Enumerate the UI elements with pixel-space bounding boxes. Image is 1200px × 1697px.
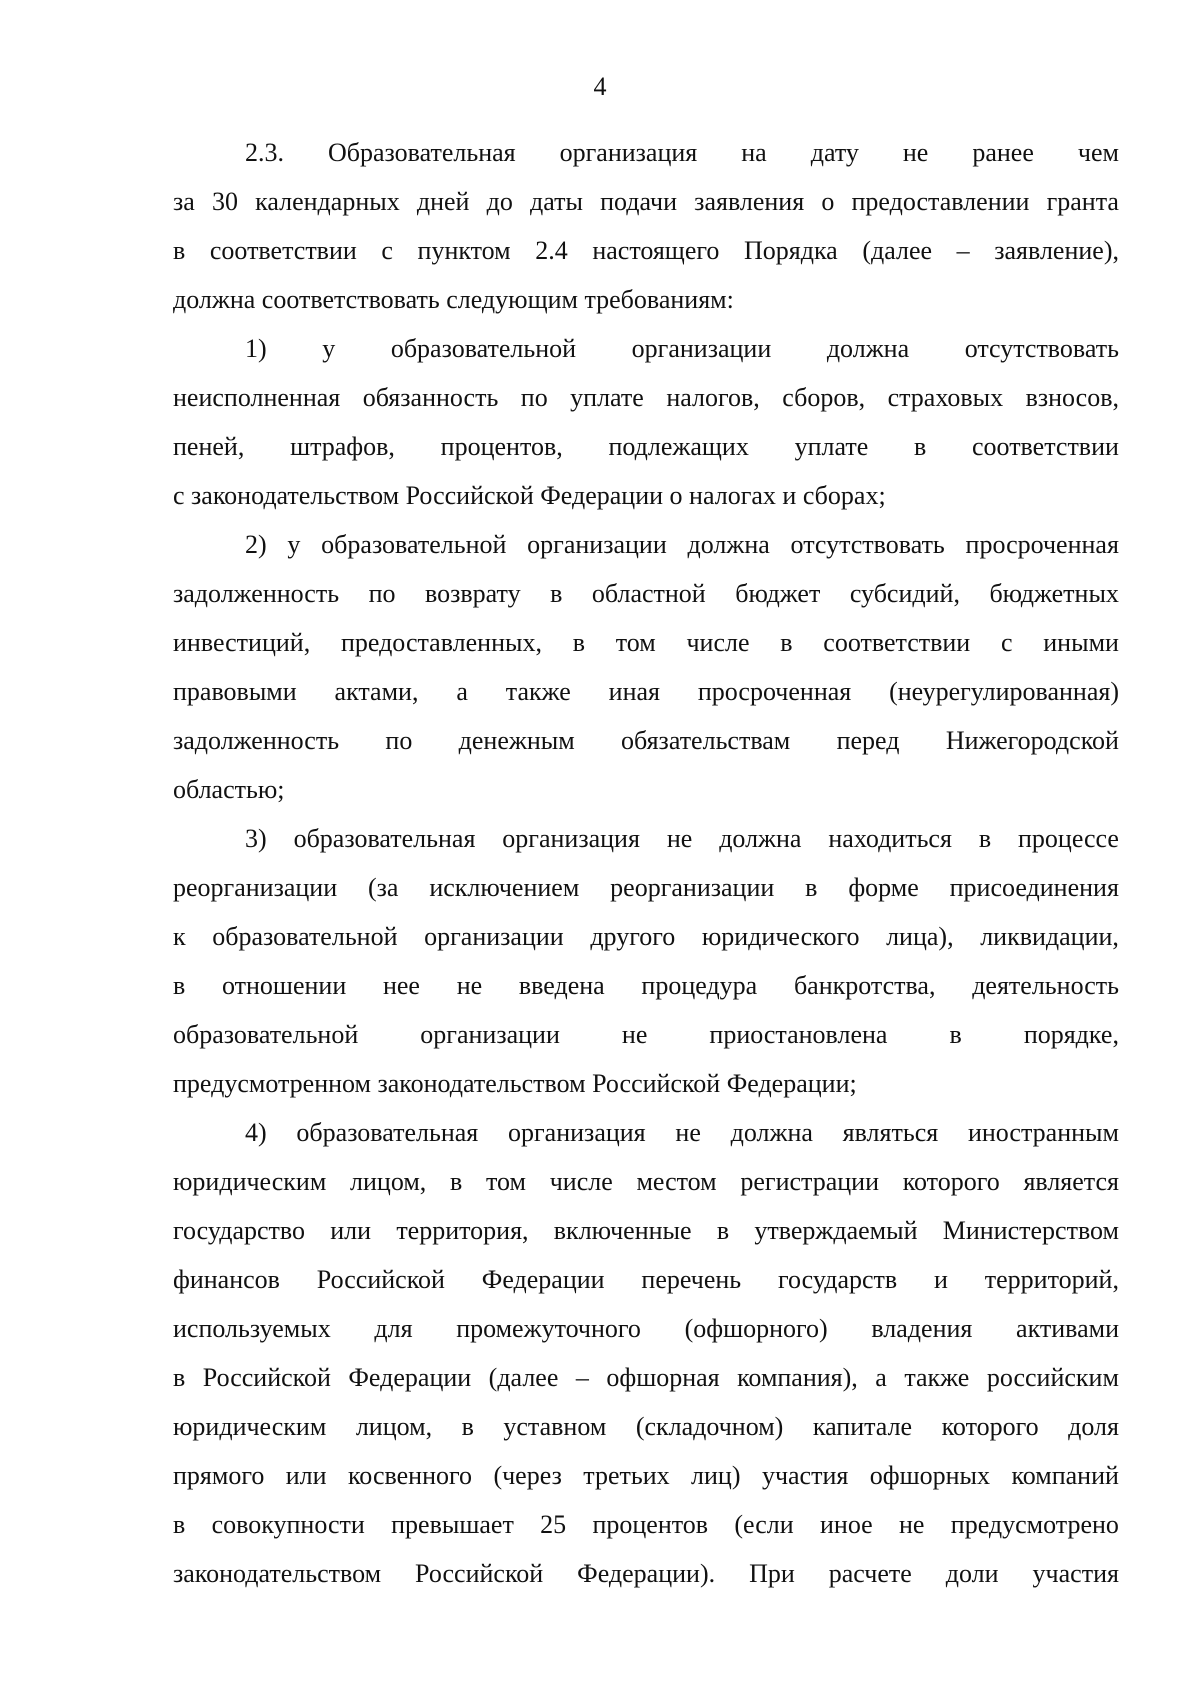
- word: в: [913, 432, 927, 461]
- word: или: [330, 1216, 372, 1245]
- word: При: [749, 1559, 795, 1588]
- word: образовательной: [212, 922, 398, 951]
- word: реорганизации: [173, 873, 338, 902]
- word: в: [461, 1412, 474, 1441]
- word: в: [173, 1363, 186, 1392]
- word: отсутствовать: [964, 334, 1119, 363]
- word: в: [716, 1216, 730, 1245]
- word: юридического: [701, 922, 860, 951]
- word: компания),: [737, 1363, 858, 1392]
- word: налогов,: [666, 383, 760, 412]
- word: к: [173, 922, 186, 951]
- word: не: [899, 1510, 925, 1539]
- word: (через: [493, 1461, 562, 1490]
- word: находиться: [828, 824, 952, 853]
- text-line: [173, 863, 1119, 912]
- word: сборов,: [782, 383, 866, 412]
- word: у: [287, 530, 301, 559]
- word: организации: [527, 530, 667, 559]
- word: порядке,: [1023, 1020, 1119, 1049]
- word: образовательной: [390, 334, 577, 363]
- word: –: [956, 236, 970, 265]
- word: 25: [540, 1510, 567, 1539]
- word: уставном: [503, 1412, 607, 1441]
- word: (офшорного): [684, 1314, 828, 1343]
- word: просроченная: [697, 677, 852, 706]
- word: должна: [687, 530, 770, 559]
- word: –: [575, 1363, 589, 1392]
- word: актами,: [334, 677, 419, 706]
- word: страховых: [887, 383, 1004, 412]
- word: местом: [636, 1167, 717, 1196]
- word: не: [666, 824, 693, 853]
- word: не: [675, 1118, 701, 1147]
- word: субсидий,: [849, 579, 960, 608]
- word: подачи: [600, 187, 678, 216]
- word: возврату: [425, 579, 521, 608]
- word: исключением: [429, 873, 580, 902]
- text-line: [173, 1157, 1119, 1206]
- word: Порядка: [743, 236, 838, 265]
- text-line: [173, 422, 1119, 471]
- word: инвестиций,: [173, 628, 311, 657]
- word: законодательством: [173, 1559, 382, 1588]
- word: дней: [416, 187, 470, 216]
- word: процедура: [641, 971, 758, 1000]
- word: неисполненная: [173, 383, 341, 412]
- word: иная: [608, 677, 660, 706]
- word: организации: [631, 334, 772, 363]
- word: реорганизации: [610, 873, 775, 902]
- word: в: [949, 1020, 962, 1049]
- word: не: [902, 138, 929, 167]
- word: пеней,: [173, 432, 245, 461]
- word: до: [486, 187, 513, 216]
- word: предусмотрено: [950, 1510, 1119, 1539]
- word: утверждаемый: [754, 1216, 918, 1245]
- word: форме: [848, 873, 919, 902]
- word: областной: [591, 579, 706, 608]
- word: территорий,: [984, 1265, 1119, 1294]
- text-line: [173, 569, 1119, 618]
- word: организации: [424, 922, 564, 951]
- word: по: [368, 579, 396, 608]
- word: также: [904, 1363, 970, 1392]
- word: расчете: [828, 1559, 912, 1588]
- text-line: [173, 618, 1119, 667]
- word: числе: [549, 1167, 613, 1196]
- word: активами: [1016, 1314, 1119, 1343]
- word: или: [285, 1461, 327, 1490]
- text-line: [173, 1304, 1119, 1353]
- word: офшорная: [606, 1363, 720, 1392]
- text-line: [173, 1451, 1119, 1500]
- word: организация: [559, 138, 698, 167]
- word: уплате: [570, 383, 644, 412]
- word: 3): [245, 824, 267, 853]
- text-line: [173, 1255, 1119, 1304]
- word: 2.3.: [245, 138, 284, 167]
- word: организации: [420, 1020, 560, 1049]
- word: в: [173, 1510, 186, 1539]
- word: по: [385, 726, 413, 755]
- text-line: предусмотренном законодательством Российской Федерации;: [173, 1069, 857, 1098]
- word: 4): [245, 1118, 267, 1147]
- word: соответствии: [823, 628, 971, 657]
- word: присоединения: [949, 873, 1119, 902]
- word: государств: [778, 1265, 898, 1294]
- word: (неурегулированная): [889, 677, 1119, 706]
- word: 30: [211, 187, 238, 216]
- word: за: [173, 187, 195, 216]
- word: банкротства,: [793, 971, 936, 1000]
- paragraph: [173, 324, 1119, 520]
- word: юридическим: [173, 1167, 327, 1196]
- word: должна: [719, 824, 802, 853]
- word: иностранным: [967, 1118, 1119, 1147]
- word: (далее: [488, 1363, 559, 1392]
- word: даты: [530, 187, 583, 216]
- word: иными: [1043, 628, 1119, 657]
- text-line: должна соответствовать следующим требованиям:: [173, 285, 734, 314]
- text-line: [173, 1402, 1119, 1451]
- word: соответствии: [972, 432, 1119, 461]
- word: организация: [508, 1118, 646, 1147]
- word: том: [486, 1167, 526, 1196]
- text-line: [173, 226, 1119, 275]
- word: включенные: [553, 1216, 692, 1245]
- word: соответствии: [209, 236, 357, 265]
- text-line: [173, 1108, 1119, 1157]
- word: на: [741, 138, 767, 167]
- word: промежуточного: [456, 1314, 641, 1343]
- word: отсутствовать: [790, 530, 945, 559]
- text-line: [173, 912, 1119, 961]
- word: другого: [590, 922, 676, 951]
- word: лицом,: [355, 1412, 433, 1441]
- word: в: [173, 971, 186, 1000]
- word: подлежащих: [608, 432, 749, 461]
- word: финансов: [173, 1265, 280, 1294]
- paragraph: [173, 520, 1119, 814]
- word: ранее: [972, 138, 1034, 167]
- word: у: [322, 334, 336, 363]
- word: участия: [1032, 1559, 1119, 1588]
- word: правовыми: [173, 677, 297, 706]
- word: должна: [826, 334, 910, 363]
- word: просроченная: [965, 530, 1119, 559]
- word: Образовательная: [328, 138, 516, 167]
- word: образовательной: [321, 530, 507, 559]
- word: совокупности: [211, 1510, 365, 1539]
- word: приостановлена: [709, 1020, 888, 1049]
- word: лицом,: [350, 1167, 427, 1196]
- word: (складочном): [635, 1412, 784, 1441]
- word: пунктом: [417, 236, 511, 265]
- word: Нижегородской: [945, 726, 1119, 755]
- word: не: [621, 1020, 648, 1049]
- word: должна: [730, 1118, 813, 1147]
- text-line: [173, 177, 1119, 226]
- word: прямого: [173, 1461, 265, 1490]
- word: является: [1023, 1167, 1119, 1196]
- text-line: [173, 716, 1119, 765]
- word: являться: [842, 1118, 939, 1147]
- word: Министерством: [942, 1216, 1119, 1245]
- word: в: [805, 873, 818, 902]
- word: в: [780, 628, 793, 657]
- paragraph: [173, 128, 1119, 324]
- text-line: [173, 1549, 1119, 1598]
- word: взносов,: [1025, 383, 1119, 412]
- word: (если: [734, 1510, 794, 1539]
- paragraph: [173, 814, 1119, 1108]
- word: Российской: [202, 1363, 331, 1392]
- word: а: [875, 1363, 887, 1392]
- word: введена: [518, 971, 605, 1000]
- word: в: [450, 1167, 463, 1196]
- word: Федерации).: [577, 1559, 716, 1588]
- word: с: [1000, 628, 1013, 657]
- word: превышает: [391, 1510, 514, 1539]
- text-line: [173, 128, 1119, 177]
- text-line: [173, 1010, 1119, 1059]
- word: образовательная: [296, 1118, 479, 1147]
- word: капитале: [812, 1412, 913, 1441]
- word: календарных: [255, 187, 400, 216]
- word: с: [381, 236, 393, 265]
- text-line: [173, 520, 1119, 569]
- page-number: 4: [593, 72, 607, 101]
- word: обязанность: [362, 383, 499, 412]
- word: процессе: [1018, 824, 1119, 853]
- word: российским: [986, 1363, 1119, 1392]
- word: бюджетных: [989, 579, 1119, 608]
- text-line: [173, 1500, 1119, 1549]
- word: денежным: [458, 726, 575, 755]
- word: иное: [819, 1510, 873, 1539]
- word: юридическим: [173, 1412, 327, 1441]
- word: деятельность: [972, 971, 1119, 1000]
- word: заявление),: [994, 236, 1119, 265]
- word: заявления: [694, 187, 805, 216]
- word: доля: [1068, 1412, 1119, 1441]
- word: том: [615, 628, 656, 657]
- text-line: с законодательством Российской Федерации о налогах и сборах;: [173, 481, 886, 510]
- word: компаний: [1011, 1461, 1119, 1490]
- word: отношении: [222, 971, 347, 1000]
- word: организация: [502, 824, 640, 853]
- word: участия: [761, 1461, 849, 1490]
- word: задолженность: [173, 726, 340, 755]
- paragraph: [173, 1108, 1119, 1598]
- text-line: [173, 814, 1119, 863]
- word: штрафов,: [290, 432, 395, 461]
- word: настоящего: [592, 236, 720, 265]
- word: используемых: [173, 1314, 331, 1343]
- word: (за: [368, 873, 399, 902]
- word: лиц): [691, 1461, 741, 1490]
- word: нее: [382, 971, 420, 1000]
- text-line: [173, 373, 1119, 422]
- word: которого: [902, 1167, 1000, 1196]
- word: и: [934, 1265, 948, 1294]
- word: числе: [686, 628, 750, 657]
- word: которого: [941, 1412, 1039, 1441]
- word: доли: [945, 1559, 999, 1588]
- word: 2.4: [535, 236, 568, 265]
- word: в: [978, 824, 992, 853]
- word: задолженность: [173, 579, 340, 608]
- word: образовательной: [173, 1020, 359, 1049]
- word: а: [456, 677, 468, 706]
- word: процентов,: [440, 432, 563, 461]
- word: владения: [871, 1314, 973, 1343]
- word: Федерации: [348, 1363, 472, 1392]
- word: офшорных: [869, 1461, 991, 1490]
- text-line: [173, 1353, 1119, 1402]
- word: третьих: [583, 1461, 670, 1490]
- text-line: областью;: [173, 775, 285, 804]
- word: в: [550, 579, 563, 608]
- word: 1): [245, 334, 267, 363]
- word: (далее: [862, 236, 933, 265]
- text-line: [173, 667, 1119, 716]
- word: уплате: [794, 432, 869, 461]
- word: Федерации: [481, 1265, 605, 1294]
- word: образовательная: [293, 824, 476, 853]
- word: в: [572, 628, 585, 657]
- word: предоставлении: [851, 187, 1030, 216]
- word: ликвидации,: [980, 922, 1119, 951]
- text-line: [173, 324, 1119, 373]
- word: процентов: [592, 1510, 709, 1539]
- word: в: [173, 236, 186, 265]
- word: предоставленных,: [340, 628, 542, 657]
- word: не: [456, 971, 483, 1000]
- word: также: [505, 677, 571, 706]
- word: косвенного: [348, 1461, 473, 1490]
- word: лица),: [886, 922, 954, 951]
- word: дату: [810, 138, 859, 167]
- word: перед: [836, 726, 900, 755]
- word: бюджет: [735, 579, 821, 608]
- word: 2): [245, 530, 267, 559]
- word: территория,: [396, 1216, 529, 1245]
- document-body: [173, 128, 1119, 1598]
- word: обязательствам: [621, 726, 791, 755]
- word: о: [821, 187, 835, 216]
- word: перечень: [641, 1265, 742, 1294]
- word: государство: [173, 1216, 305, 1245]
- word: Российской: [415, 1559, 544, 1588]
- word: чем: [1077, 138, 1119, 167]
- word: гранта: [1046, 187, 1119, 216]
- word: регистрации: [740, 1167, 879, 1196]
- word: для: [374, 1314, 413, 1343]
- text-line: [173, 1206, 1119, 1255]
- text-line: [173, 961, 1119, 1010]
- word: по: [520, 383, 548, 412]
- word: Российской: [316, 1265, 445, 1294]
